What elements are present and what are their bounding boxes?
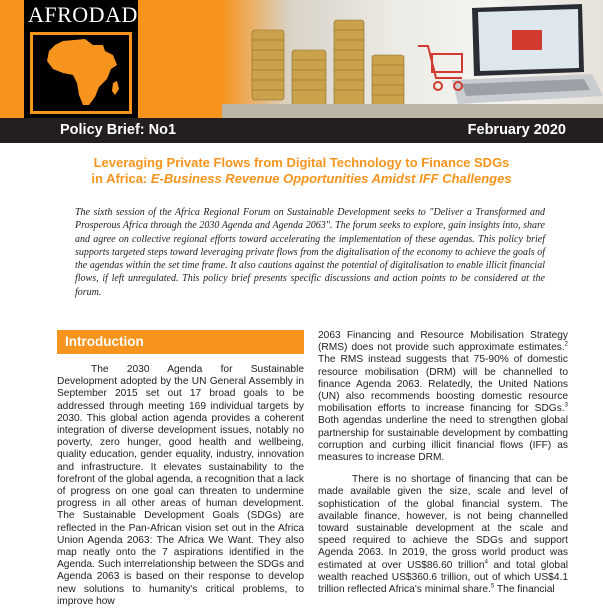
para2-text-b: The RMS instead suggests that 75-90% of domestic resource mobilisation (DRM) will be channelled to finance Agenda 2063. Relatedly, the United Nations (UN) also recommends boosting domestic resource mobilisation efforts to increase financing for SDGs. bbox=[318, 354, 568, 415]
document-title bbox=[40, 155, 563, 187]
introduction-heading-bar bbox=[57, 330, 304, 354]
logo-text: AFRODAD bbox=[28, 2, 138, 27]
title-line-1: Leveraging Private Flows from Digital Technology to Finance SDGs bbox=[93, 155, 510, 170]
para2-text-a: 2063 Financing and Resource Mobilisation Strategy (RMS) does not provide such approximate estimates. bbox=[318, 330, 568, 354]
header-photo bbox=[222, 0, 603, 121]
title-line-2-prefix: in Africa: bbox=[91, 171, 151, 186]
footnote-5[interactable]: 5 bbox=[490, 583, 495, 590]
para3-text-b: and total global wealth reached US$360.6 trillion, out of which US$4.1 trillion reflected Africa's minimal share. bbox=[318, 559, 568, 596]
policy-brief-strip bbox=[0, 118, 603, 143]
africa-map-icon bbox=[30, 32, 132, 114]
brief-date: February 2020 bbox=[467, 122, 566, 138]
footnote-3[interactable]: 3 bbox=[564, 402, 568, 409]
para3-text-a: There is no shortage of financing that can be made available given the size, scale and level of sophistication of the global financial system. The available finance, however, is not being channelled toward sustainable development at the scale and speed required to achieve the SDGs and support Agenda 2063. In 2019, the gross world product was estimated at over US$86.60 trillion bbox=[318, 474, 568, 571]
left-column bbox=[57, 364, 304, 608]
footnote-2[interactable]: 2 bbox=[564, 341, 568, 348]
intro-paragraph-3 bbox=[318, 474, 568, 596]
abstract-paragraph: The sixth session of the Africa Regional Forum on Sustainable Development seeks to "Deliver a Transformed and Prosperous Africa through the 2030 Agenda and Agenda 2063". The forum seeks to explore, gain insights into, share and agree on collective regional efforts toward accelerating the implementation of these agendas. This policy brief supports targeted steps toward leveraging private flows from the digitalisation of the economy to achieve the goals of the agendas within the set time frame. It also cautions against the potential of digitalisation to enable illicit financial flows, if left unregulated. This policy brief presents specific discussions and action points to be considered at the forum. bbox=[75, 207, 545, 298]
title-line-2-subtitle: E-Business Revenue Opportunities Amidst IFF Challenges bbox=[150, 171, 512, 186]
intro-paragraph-1: The 2030 Agenda for Sustainable Development adopted by the UN General Assembly in September 2015 set out 17 broad goals to be addressed through meeting 169 individual targets by 2030. This global action agenda provides a coherent integration of diverse development issues, notably no poverty, zero hunger, good health and wellbeing, quality education, gender equality, industry, innovation and infrastructure. It elevates sustainability to the forefront of the global agenda, a recognition that a lack of progress on one goal can threaten to undermine progress in all other areas of human development. The Sustainable Development Goals (SDGs) are reflected in the Pan-African vision set out in the Africa Union Agenda 2063: The Africa We Want. They also map neatly onto the 7 aspirations identified in the Agenda. Such interrelationship between the SDGs and Agenda 2063 is based on their response to develop new solutions to humanity's critical problems, to improve how bbox=[57, 364, 304, 607]
brief-number: Policy Brief: No1 bbox=[60, 122, 177, 138]
header-banner bbox=[0, 0, 603, 121]
footnote-4[interactable]: 4 bbox=[484, 559, 488, 566]
right-column bbox=[318, 330, 568, 596]
title-line-2 bbox=[40, 171, 563, 187]
afrodad-logo bbox=[24, 0, 138, 118]
para3-text-c: The financial bbox=[494, 584, 555, 596]
introduction-heading: Introduction bbox=[65, 334, 144, 349]
para2-text-c: Both agendas underline the need to strengthen global partnership for sustainable development by combatting corruption and curbing illicit financial flows (IFF) as measures to increase DRM. bbox=[318, 415, 568, 464]
intro-paragraph-2 bbox=[318, 330, 568, 464]
